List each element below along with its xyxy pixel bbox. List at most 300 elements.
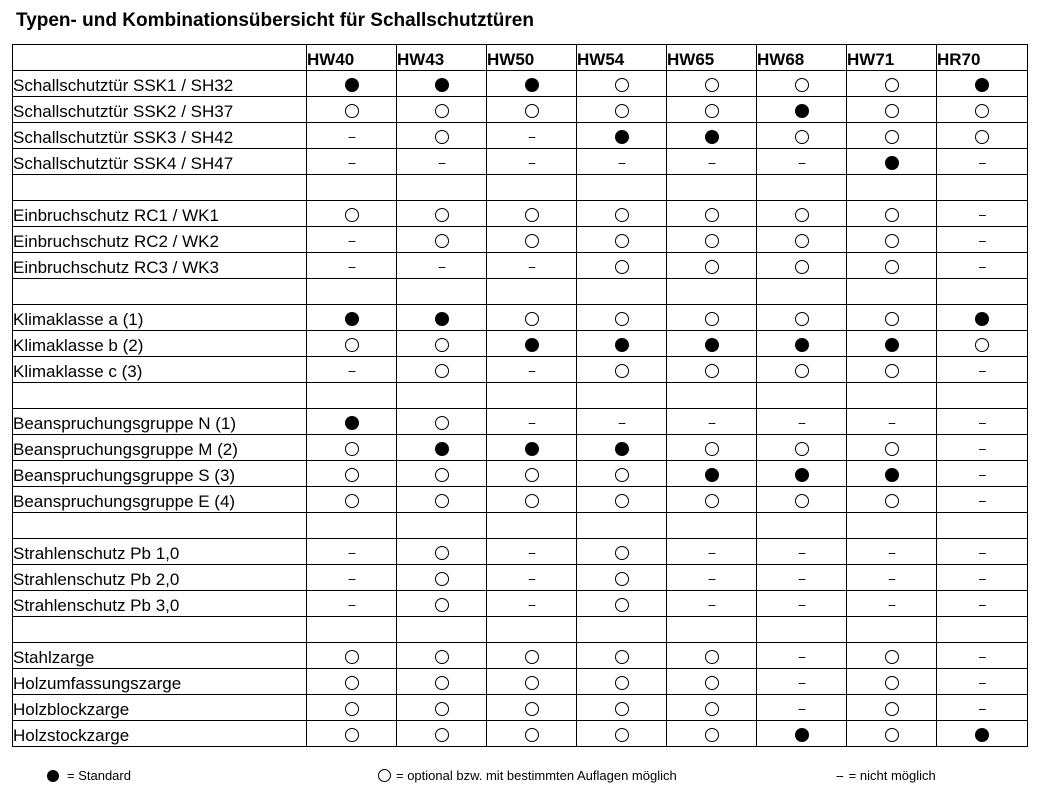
open-circle-icon [345, 338, 359, 352]
matrix-cell [757, 71, 847, 97]
matrix-cell [577, 435, 667, 461]
matrix-cell [307, 591, 397, 617]
dash-icon: -- [348, 258, 355, 274]
matrix-cell [577, 695, 667, 721]
dash-icon: -- [798, 570, 805, 586]
dash-icon: -- [708, 596, 715, 612]
matrix-cell [847, 123, 937, 149]
dash-icon: -- [978, 258, 986, 274]
matrix-cell [757, 487, 847, 513]
table-row [13, 71, 1028, 97]
column-header: HR70 [937, 45, 1028, 71]
matrix-cell [667, 435, 757, 461]
row-label: Strahlenschutz Pb 3,0 [13, 591, 307, 617]
matrix-cell [577, 175, 667, 201]
dash-icon: -- [708, 414, 715, 430]
row-label: Beanspruchungsgruppe M (2) [13, 435, 307, 461]
dash-icon: -- [348, 570, 355, 586]
open-circle-icon [705, 442, 719, 456]
open-circle-icon [525, 494, 539, 508]
combination-table [12, 44, 1028, 747]
open-circle-icon [615, 572, 629, 586]
matrix-cell [667, 71, 757, 97]
dash-icon: -- [798, 414, 805, 430]
open-circle-icon [705, 676, 719, 690]
matrix-cell [577, 565, 667, 591]
open-circle-icon [345, 676, 359, 690]
table-row [13, 695, 1028, 721]
open-circle-icon [615, 208, 629, 222]
spacer-row [13, 279, 1028, 305]
matrix-cell [307, 461, 397, 487]
open-circle-icon [345, 650, 359, 664]
matrix-cell [487, 565, 577, 591]
open-circle-icon [615, 598, 629, 612]
open-circle-icon [885, 702, 899, 716]
table-row [13, 409, 1028, 435]
matrix-cell [307, 383, 397, 409]
matrix-cell [937, 721, 1028, 747]
open-circle-icon [705, 104, 719, 118]
matrix-cell [307, 253, 397, 279]
dash-icon: -- [978, 232, 986, 248]
matrix-cell [757, 695, 847, 721]
column-header: HW40 [307, 45, 397, 71]
open-circle-icon [615, 234, 629, 248]
open-circle-icon [525, 676, 539, 690]
matrix-cell [307, 669, 397, 695]
open-circle-icon [435, 104, 449, 118]
row-label: Beanspruchungsgruppe E (4) [13, 487, 307, 513]
dash-icon: -- [888, 414, 895, 430]
table-row [13, 97, 1028, 123]
dash-icon: -- [348, 232, 355, 248]
matrix-cell [397, 461, 487, 487]
dash-icon: -- [348, 596, 355, 612]
matrix-cell [487, 123, 577, 149]
matrix-cell [937, 409, 1028, 435]
open-circle-icon [705, 728, 719, 742]
table-row [13, 331, 1028, 357]
filled-circle-icon [345, 312, 359, 326]
matrix-cell [847, 617, 937, 643]
open-circle-icon [615, 728, 629, 742]
matrix-cell [307, 227, 397, 253]
row-label: Strahlenschutz Pb 1,0 [13, 539, 307, 565]
filled-circle-icon [345, 78, 359, 92]
row-label: Beanspruchungsgruppe N (1) [13, 409, 307, 435]
matrix-cell [937, 149, 1028, 175]
open-circle-icon [435, 728, 449, 742]
matrix-cell [847, 201, 937, 227]
matrix-cell [937, 513, 1028, 539]
matrix-cell [937, 97, 1028, 123]
matrix-cell [577, 409, 667, 435]
matrix-cell [307, 695, 397, 721]
matrix-cell [667, 591, 757, 617]
filled-circle-icon [705, 130, 719, 144]
matrix-cell [307, 357, 397, 383]
matrix-cell [307, 617, 397, 643]
matrix-cell [757, 539, 847, 565]
matrix-cell [937, 123, 1028, 149]
matrix-cell [577, 591, 667, 617]
open-circle-icon [435, 234, 449, 248]
matrix-cell [577, 669, 667, 695]
matrix-cell [397, 539, 487, 565]
row-label [13, 513, 307, 539]
matrix-cell [667, 123, 757, 149]
matrix-cell [847, 305, 937, 331]
matrix-cell [307, 71, 397, 97]
filled-circle-icon [705, 468, 719, 482]
matrix-cell [307, 201, 397, 227]
open-circle-icon [795, 130, 809, 144]
open-circle-icon [435, 494, 449, 508]
column-header: HW54 [577, 45, 667, 71]
matrix-cell [667, 565, 757, 591]
matrix-cell [937, 461, 1028, 487]
matrix-cell [577, 461, 667, 487]
matrix-cell [757, 123, 847, 149]
matrix-cell [577, 487, 667, 513]
matrix-cell [397, 123, 487, 149]
matrix-cell [757, 357, 847, 383]
matrix-cell [487, 721, 577, 747]
filled-circle-icon [525, 442, 539, 456]
matrix-cell [847, 695, 937, 721]
matrix-cell [397, 357, 487, 383]
matrix-cell [487, 461, 577, 487]
matrix-cell [397, 175, 487, 201]
open-circle-icon [345, 728, 359, 742]
dash-icon: -- [528, 128, 535, 144]
matrix-cell [397, 409, 487, 435]
open-circle-icon [705, 702, 719, 716]
filled-circle-icon [975, 728, 989, 742]
dash-icon: -- [798, 544, 805, 560]
matrix-cell [667, 357, 757, 383]
spacer-row [13, 617, 1028, 643]
matrix-cell [667, 461, 757, 487]
open-circle-icon [885, 364, 899, 378]
dash-icon: -- [888, 570, 895, 586]
matrix-cell [487, 175, 577, 201]
open-circle-icon [615, 364, 629, 378]
open-circle-icon [885, 130, 899, 144]
matrix-cell [757, 721, 847, 747]
dash-icon: -- [798, 700, 805, 716]
matrix-cell [847, 71, 937, 97]
dash-icon: -- [528, 258, 535, 274]
matrix-cell [757, 409, 847, 435]
filled-circle-icon [795, 468, 809, 482]
open-circle-icon [345, 468, 359, 482]
matrix-cell [847, 357, 937, 383]
table-row [13, 201, 1028, 227]
matrix-cell [397, 331, 487, 357]
open-circle-icon [345, 494, 359, 508]
matrix-cell [577, 721, 667, 747]
open-circle-icon [615, 676, 629, 690]
matrix-cell [667, 669, 757, 695]
matrix-cell [307, 539, 397, 565]
table-row [13, 149, 1028, 175]
matrix-cell [667, 383, 757, 409]
matrix-cell [667, 695, 757, 721]
filled-circle-icon [525, 338, 539, 352]
open-circle-icon [615, 494, 629, 508]
matrix-cell [487, 383, 577, 409]
filled-circle-icon [885, 338, 899, 352]
matrix-cell [577, 253, 667, 279]
open-circle-icon [378, 769, 391, 782]
matrix-cell [847, 279, 937, 305]
open-circle-icon [885, 442, 899, 456]
matrix-cell [937, 565, 1028, 591]
row-label: Einbruchschutz RC1 / WK1 [13, 201, 307, 227]
matrix-cell [937, 71, 1028, 97]
open-circle-icon [795, 234, 809, 248]
matrix-cell [487, 97, 577, 123]
dash-icon: -- [978, 596, 986, 612]
open-circle-icon [885, 208, 899, 222]
column-header: HW68 [757, 45, 847, 71]
matrix-cell [937, 643, 1028, 669]
matrix-cell [667, 253, 757, 279]
matrix-cell [577, 383, 667, 409]
open-circle-icon [795, 494, 809, 508]
matrix-cell [667, 227, 757, 253]
matrix-cell [667, 305, 757, 331]
matrix-cell [307, 97, 397, 123]
open-circle-icon [795, 208, 809, 222]
dash-icon: -- [836, 767, 843, 783]
table-row [13, 461, 1028, 487]
matrix-cell [487, 539, 577, 565]
filled-circle-icon [615, 338, 629, 352]
dash-icon: -- [348, 544, 355, 560]
table-row [13, 669, 1028, 695]
open-circle-icon [435, 650, 449, 664]
matrix-cell [487, 149, 577, 175]
open-circle-icon [885, 104, 899, 118]
matrix-cell [757, 97, 847, 123]
matrix-cell [487, 201, 577, 227]
matrix-cell [577, 331, 667, 357]
dash-icon: -- [348, 362, 355, 378]
table-row [13, 591, 1028, 617]
dash-icon: -- [978, 440, 986, 456]
matrix-cell [847, 331, 937, 357]
dash-icon: -- [708, 544, 715, 560]
open-circle-icon [885, 676, 899, 690]
matrix-cell [487, 643, 577, 669]
matrix-cell [847, 227, 937, 253]
open-circle-icon [435, 338, 449, 352]
matrix-cell [577, 357, 667, 383]
dash-icon: -- [528, 154, 535, 170]
row-label: Klimaklasse b (2) [13, 331, 307, 357]
legend-standard-label: = Standard [67, 768, 131, 783]
matrix-cell [397, 435, 487, 461]
matrix-cell [757, 565, 847, 591]
matrix-cell [847, 721, 937, 747]
matrix-cell [577, 539, 667, 565]
matrix-cell [487, 591, 577, 617]
row-label: Schallschutztür SSK4 / SH47 [13, 149, 307, 175]
matrix-cell [487, 409, 577, 435]
matrix-cell [307, 409, 397, 435]
open-circle-icon [435, 468, 449, 482]
matrix-cell [667, 201, 757, 227]
matrix-cell [667, 279, 757, 305]
open-circle-icon [345, 702, 359, 716]
matrix-cell [487, 305, 577, 331]
open-circle-icon [705, 78, 719, 92]
matrix-cell [847, 149, 937, 175]
row-label: Beanspruchungsgruppe S (3) [13, 461, 307, 487]
dash-icon: -- [978, 206, 986, 222]
row-label: Einbruchschutz RC3 / WK3 [13, 253, 307, 279]
open-circle-icon [615, 546, 629, 560]
open-circle-icon [705, 234, 719, 248]
filled-circle-icon [435, 312, 449, 326]
filled-circle-icon [705, 338, 719, 352]
matrix-cell [757, 253, 847, 279]
dash-icon: -- [888, 544, 895, 560]
matrix-cell [937, 695, 1028, 721]
open-circle-icon [525, 702, 539, 716]
matrix-cell [397, 227, 487, 253]
dash-icon: -- [528, 596, 535, 612]
matrix-cell [757, 669, 847, 695]
matrix-cell [847, 383, 937, 409]
matrix-cell [487, 71, 577, 97]
matrix-cell [937, 591, 1028, 617]
dash-icon: -- [978, 544, 986, 560]
filled-circle-icon [795, 338, 809, 352]
open-circle-icon [885, 650, 899, 664]
matrix-cell [397, 669, 487, 695]
matrix-cell [937, 305, 1028, 331]
matrix-cell [397, 695, 487, 721]
row-label: Klimaklasse c (3) [13, 357, 307, 383]
open-circle-icon [435, 130, 449, 144]
dash-icon: -- [708, 154, 715, 170]
matrix-cell [577, 513, 667, 539]
matrix-cell [307, 331, 397, 357]
matrix-cell [937, 357, 1028, 383]
table-row [13, 123, 1028, 149]
column-header: HW71 [847, 45, 937, 71]
matrix-cell [577, 305, 667, 331]
matrix-cell [397, 513, 487, 539]
filled-circle-icon [975, 78, 989, 92]
matrix-cell [397, 253, 487, 279]
open-circle-icon [885, 728, 899, 742]
dash-icon: -- [978, 414, 986, 430]
matrix-cell [667, 331, 757, 357]
spacer-row [13, 175, 1028, 201]
filled-circle-icon [795, 104, 809, 118]
table-row [13, 227, 1028, 253]
open-circle-icon [885, 78, 899, 92]
matrix-cell [397, 721, 487, 747]
column-header: HW50 [487, 45, 577, 71]
open-circle-icon [885, 312, 899, 326]
matrix-cell [577, 643, 667, 669]
matrix-cell [397, 565, 487, 591]
matrix-cell [757, 435, 847, 461]
dash-icon: -- [528, 544, 535, 560]
row-label: Strahlenschutz Pb 2,0 [13, 565, 307, 591]
matrix-cell [577, 149, 667, 175]
matrix-cell [937, 227, 1028, 253]
matrix-cell [307, 513, 397, 539]
filled-circle-icon [435, 442, 449, 456]
table-row [13, 487, 1028, 513]
open-circle-icon [795, 78, 809, 92]
matrix-cell [667, 539, 757, 565]
matrix-cell [757, 617, 847, 643]
open-circle-icon [435, 702, 449, 716]
dash-icon: -- [978, 154, 986, 170]
dash-icon: -- [978, 466, 986, 482]
row-label: Holzstockzarge [13, 721, 307, 747]
dash-icon: -- [978, 570, 986, 586]
matrix-cell [937, 617, 1028, 643]
open-circle-icon [975, 104, 989, 118]
open-circle-icon [525, 728, 539, 742]
filled-circle-icon [47, 770, 59, 782]
open-circle-icon [525, 312, 539, 326]
open-circle-icon [885, 260, 899, 274]
open-circle-icon [615, 650, 629, 664]
matrix-cell [937, 539, 1028, 565]
dash-icon: -- [798, 674, 805, 690]
matrix-cell [577, 227, 667, 253]
open-circle-icon [615, 312, 629, 326]
matrix-cell [487, 227, 577, 253]
dash-icon: -- [798, 154, 805, 170]
matrix-cell [667, 721, 757, 747]
document-title: Typen- und Kombinationsübersicht für Schallschutztüren [16, 10, 534, 31]
column-header: HW43 [397, 45, 487, 71]
dash-icon: -- [528, 414, 535, 430]
dash-icon: -- [618, 154, 625, 170]
matrix-cell [937, 279, 1028, 305]
matrix-cell [667, 487, 757, 513]
row-label: Stahlzarge [13, 643, 307, 669]
matrix-cell [667, 513, 757, 539]
matrix-cell [937, 253, 1028, 279]
matrix-cell [847, 669, 937, 695]
dash-icon: -- [618, 414, 625, 430]
row-label: Schallschutztür SSK2 / SH37 [13, 97, 307, 123]
open-circle-icon [525, 104, 539, 118]
matrix-cell [397, 149, 487, 175]
open-circle-icon [975, 338, 989, 352]
open-circle-icon [795, 442, 809, 456]
spacer-row [13, 383, 1028, 409]
dash-icon: -- [708, 570, 715, 586]
open-circle-icon [885, 494, 899, 508]
matrix-cell [757, 591, 847, 617]
matrix-cell [397, 97, 487, 123]
row-label: Holzumfassungszarge [13, 669, 307, 695]
open-circle-icon [705, 364, 719, 378]
